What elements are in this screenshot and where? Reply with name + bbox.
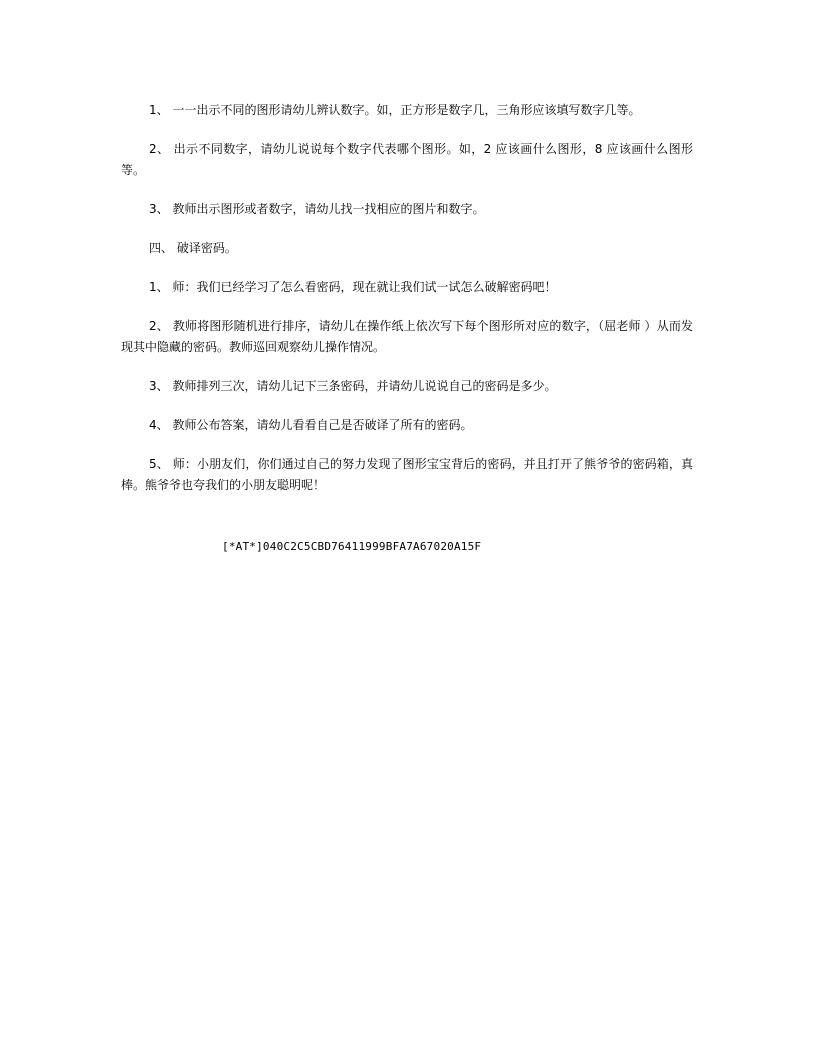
paragraph-decode-4: 4、 教师公布答案，请幼儿看看自己是否破译了所有的密码。 xyxy=(149,418,473,432)
section-heading-decode: 四、 破译密码。 xyxy=(149,241,237,255)
paragraph-step-1: 1、 一一出示不同的图形请幼儿辨认数字。如，正方形是数字几，三角形应该填写数字几等。 xyxy=(149,103,641,117)
paragraph-step-3: 3、 教师出示图形或者数字，请幼儿找一找相应的图片和数字。 xyxy=(149,202,485,216)
paragraph-decode-5: 5、 师：小朋友们，你们通过自己的努力发现了图形宝宝背后的密码，并且打开了熊爷爷的密码箱，真棒。熊爷爷也夸我们的小朋友聪明呢！ xyxy=(121,457,693,492)
paragraph-decode-3: 3、 教师排列三次，请幼儿记下三条密码，并请幼儿说说自己的密码是多少。 xyxy=(149,379,557,393)
paragraph-step-2: 2、 出示不同数字，请幼儿说说每个数字代表哪个图形。如，2 应该画什么图形，8 应该画什么图形等。 xyxy=(121,142,693,177)
paragraph-decode-1: 1、 师：我们已经学习了怎么看密码，现在就让我们试一试怎么破解密码吧！ xyxy=(149,280,557,294)
paragraph-decode-2: 2、 教师将图形随机进行排序，请幼儿在操作纸上依次写下每个图形所对应的数字，（屈老师 ）从而发现其中隐藏的密码。教师巡回观察幼儿操作情况。 xyxy=(121,319,693,354)
document-body xyxy=(121,100,693,514)
document-code-line: [*AT*]040C2C5CBD76411999BFA7A67020A15F xyxy=(222,540,482,553)
